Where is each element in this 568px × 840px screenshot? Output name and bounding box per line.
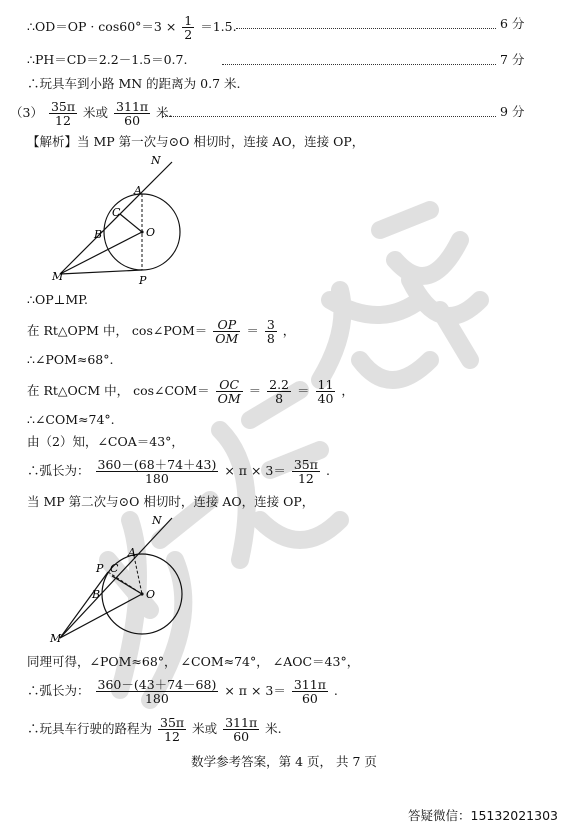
label-c: C: [112, 206, 121, 219]
line-perp: ∴OP⊥MP.: [27, 292, 89, 307]
line-com: ∴∠COM≈74°.: [27, 412, 115, 427]
label-c: C: [110, 562, 119, 575]
line-ph: ∴PH＝CD＝2.2－1.5＝0.7.: [27, 52, 188, 67]
second-tangent-intro: 当 MP 第二次与⊙O 相切时，连接 AO，连接 OP，: [27, 494, 315, 509]
part3-answer: （3） $\frac{35\pi}{12}$ 米或 $\frac{311\pi}{60}$ 米.: [10, 99, 173, 128]
label-o: O: [146, 226, 156, 239]
label-b: B: [92, 588, 101, 601]
line-od: ∴OD＝OP · cos60°＝3 × $\frac{1}{2}$ ＝1.5.: [27, 13, 237, 42]
line-distance: ∴玩具车到小路 MN 的距离为 0.7 米.: [27, 76, 241, 91]
leader-dots: [236, 28, 496, 29]
leader-dots: [222, 64, 496, 65]
line-pom: ∴∠POM≈68°.: [27, 352, 114, 367]
label-n: N: [152, 514, 162, 527]
label-m: M: [52, 270, 64, 283]
label-p: P: [96, 562, 104, 575]
score-6: 6 分: [500, 16, 525, 31]
line-coa: 由（2）知，∠COA＝43°，: [27, 434, 184, 449]
score-9: 9 分: [500, 104, 525, 119]
figure-second-tangent: [48, 512, 198, 648]
score-7: 7 分: [500, 52, 525, 67]
label-p: P: [139, 274, 147, 287]
label-m: M: [50, 632, 62, 645]
analysis-intro: 【解析】当 MP 第一次与⊙O 相切时，连接 AO，连接 OP，: [27, 134, 365, 149]
line-arc-2: ∴弧长为： $\frac{360-(43+74-68)}{180}$ × π × 3＝ $\frac{311\pi}{60}$ .: [27, 677, 338, 706]
contact-info: 答疑微信：15132021303: [408, 808, 558, 823]
page-footer: 数学参考答案，第 4 页， 共 7 页: [191, 754, 377, 769]
leader-dots: [162, 116, 496, 117]
line-cos-com: 在 Rt△OCM 中， cos∠COM＝ $\frac{OC}{OM}$ ＝ $\frac{2.2}{8}$ ＝ $\frac{11}{40}$ ，: [27, 377, 354, 406]
label-a: A: [134, 184, 142, 197]
line-arc-1: ∴弧长为： $\frac{360-(68+74+43)}{180}$ × π × 3＝ $\frac{35\pi}{12}$ .: [27, 457, 330, 486]
figure-first-tangent: [50, 150, 200, 288]
label-b: B: [94, 228, 103, 241]
line-cos-pom: 在 Rt△OPM 中， cos∠POM＝ $\frac{OP}{OM}$ ＝ $\frac{3}{8}$ ，: [27, 317, 296, 346]
label-n: N: [151, 154, 161, 167]
line-path-total: ∴玩具车行驶的路程为 $\frac{35\pi}{12}$ 米或 $\frac{311\pi}{60}$ 米.: [27, 715, 282, 744]
label-a: A: [128, 546, 136, 559]
line-similar: 同理可得，∠POM≈68°， ∠COM≈74°， ∠AOC＝43°，: [27, 654, 360, 669]
label-o: O: [146, 588, 156, 601]
